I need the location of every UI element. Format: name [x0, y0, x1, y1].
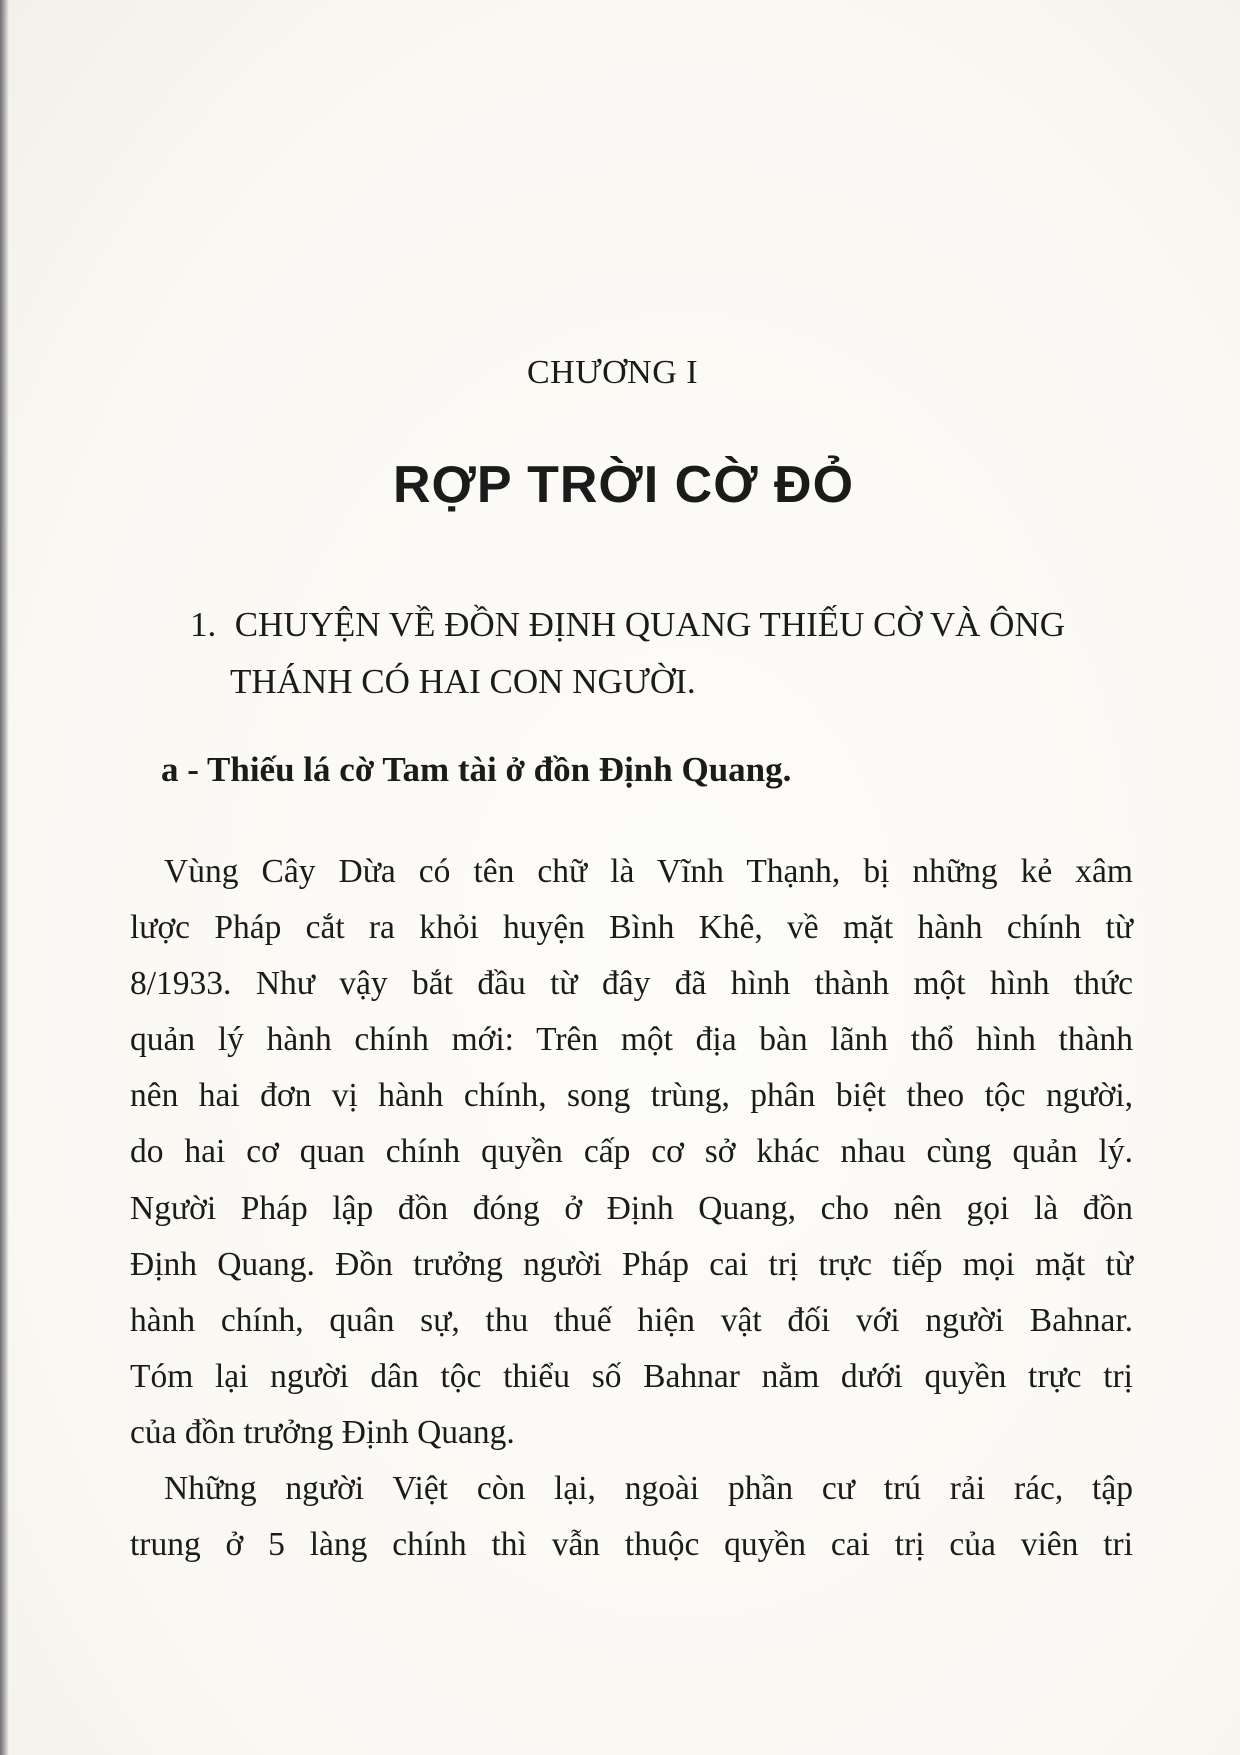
section-heading-line-1: [190, 596, 1150, 653]
section-heading: [190, 596, 1150, 710]
text-line: do hai cơ quan chính quyền cấp cơ sở khác nhau cùng quản lý.: [130, 1133, 1133, 1171]
paragraph-1: [130, 844, 1133, 1461]
text-line: Những người Việt còn lại, ngoài phần cư trú rải rác, tập: [164, 1470, 1133, 1508]
chapter-label: CHƯƠNG I: [527, 354, 699, 391]
section-heading-text-1: CHUYỆN VỀ ĐỒN ĐỊNH QUANG THIẾU CỜ VÀ ÔNG: [234, 605, 1065, 644]
subsection-heading: a - Thiếu lá cờ Tam tài ở đồn Định Quang.: [161, 750, 792, 789]
text-line: 8/1933. Như vậy bắt đầu từ đây đã hình thành một hình thức: [130, 965, 1133, 1003]
page-binding-edge: [0, 0, 9, 1755]
section-heading-line-2: THÁNH CÓ HAI CON NGƯỜI.: [230, 662, 696, 701]
chapter-title: RỢP TRỜI CỜ ĐỎ: [393, 456, 855, 514]
text-line: hành chính, quân sự, thu thuế hiện vật đối với người Bahnar.: [130, 1301, 1133, 1339]
text-line: trung ở 5 làng chính thì vẫn thuộc quyền cai trị của viên tri: [130, 1526, 1133, 1564]
text-line: Định Quang. Đồn trưởng người Pháp cai trị trực tiếp mọi mặt từ: [130, 1245, 1133, 1283]
text-line: Người Pháp lập đồn đóng ở Định Quang, cho nên gọi là đồn: [130, 1189, 1133, 1227]
text-line: lược Pháp cắt ra khỏi huyện Bình Khê, về mặt hành chính từ: [130, 909, 1133, 947]
section-number: 1.: [190, 605, 217, 644]
text-line: Tóm lại người dân tộc thiểu số Bahnar nằm dưới quyền trực trị: [130, 1357, 1133, 1395]
paragraph-2: [130, 1461, 1133, 1573]
text-line: nên hai đơn vị hành chính, song trùng, phân biệt theo tộc người,: [130, 1077, 1133, 1115]
text-line: quản lý hành chính mới: Trên một địa bàn lãnh thổ hình thành: [130, 1021, 1133, 1059]
text-line: của đồn trưởng Định Quang.: [130, 1413, 515, 1451]
body-text: [130, 844, 1133, 1573]
text-line: Vùng Cây Dừa có tên chữ là Vĩnh Thạnh, bị những kẻ xâm: [164, 853, 1133, 890]
